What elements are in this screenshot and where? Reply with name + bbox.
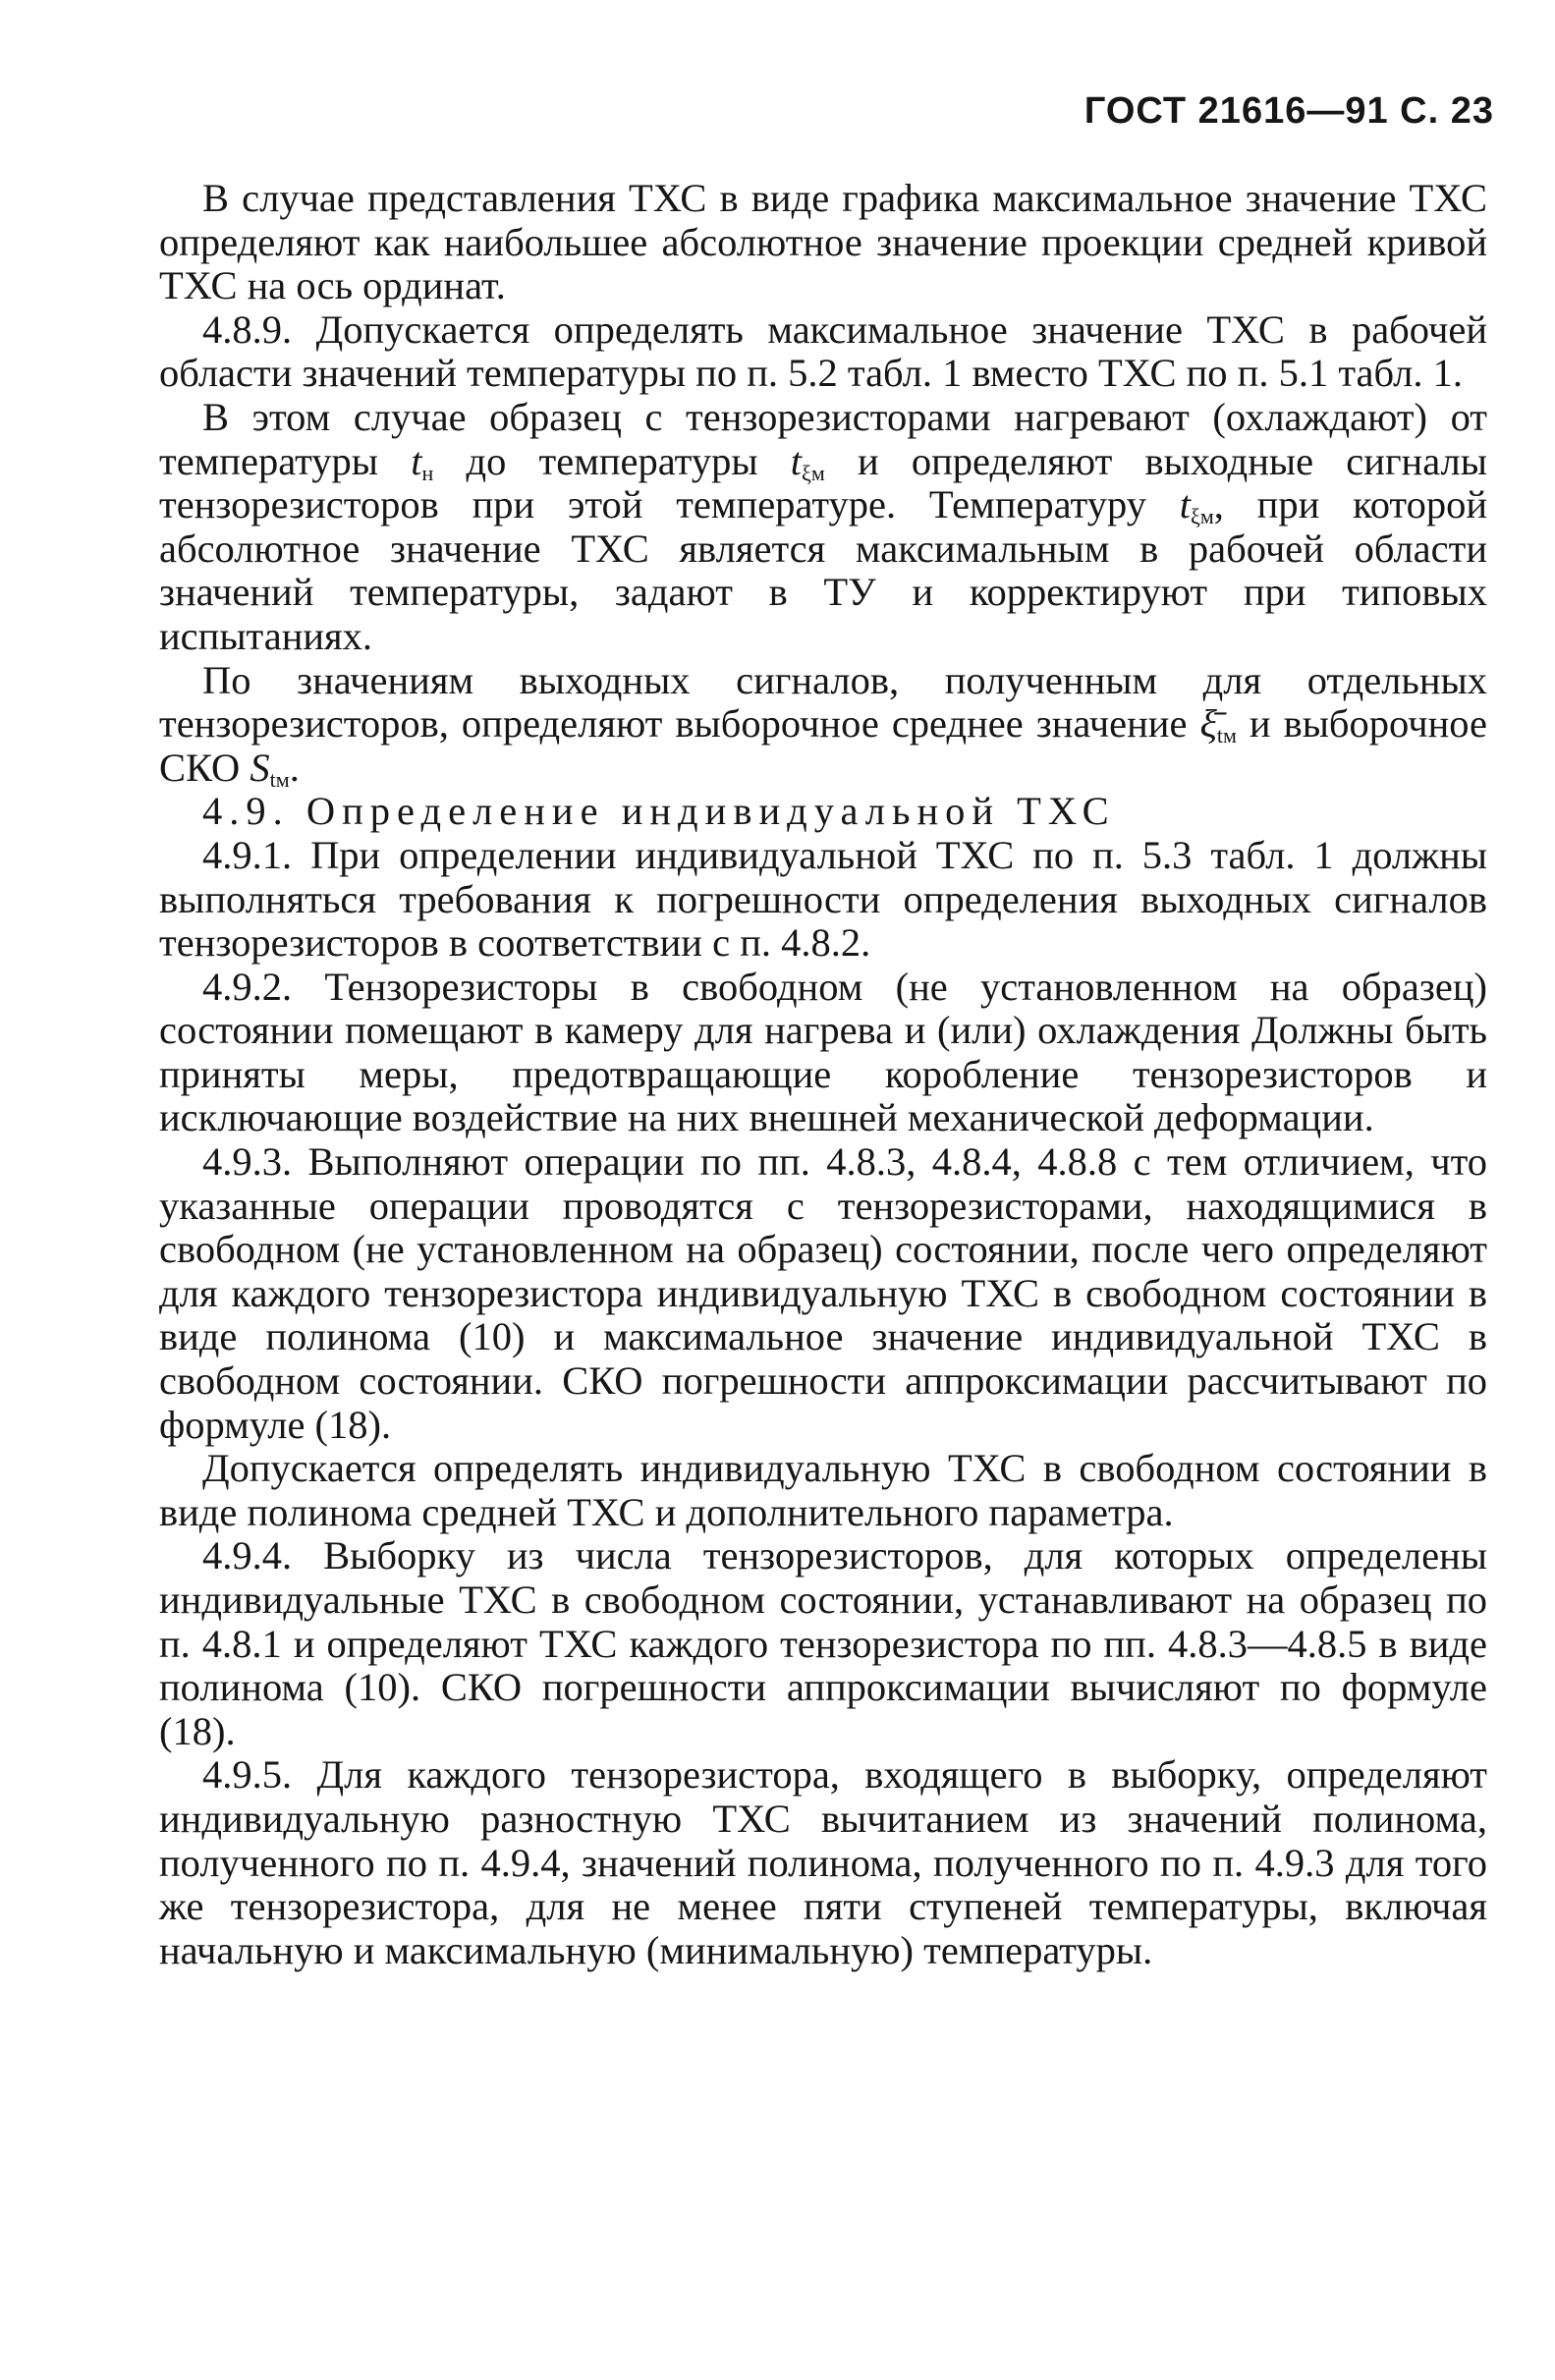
temperature-symbol: t	[411, 438, 422, 483]
paragraph-4-9-3: 4.9.3. Выполняют операции по пп. 4.8.3, 4.8.4, 4.8.8 с тем отличием, что указанные операции проводятся с тензорезисторами, находящимися в свободном (не установленном на образец) состоянии, после чего определяют для каждого тензорезистора индивидуальную ТХС в свободном состоянии в виде полинома (10) и максимальное значение индивидуальной ТХС в свободном состоянии. СКО погрешности аппроксимации рассчитывают по формуле (18).	[159, 1139, 1487, 1447]
paragraph-allowed-polynomial: Допускается определять индивидуальную ТХС в свободном состоянии в виде полинома средней ТХС и дополнительного параметра.	[159, 1446, 1487, 1534]
paragraph-graph-max-value: В случае представления ТХС в виде графика максимальное значение ТХС определяют как наибольшее абсолютное значение проекции средней кривой ТХС на ось ординат.	[159, 176, 1487, 308]
temperature-symbol: t	[1179, 482, 1192, 527]
section-heading-4-9: 4.9. Определение индивидуальной ТХС	[202, 789, 1116, 834]
temperature-subscript: н	[421, 460, 434, 485]
paragraph-4-9-5: 4.9.5. Для каждого тензорезистора, входящего в выборку, определяют индивидуальную разностную ТХС вычитанием из значений полинома, полученного по п. 4.9.4, значений полинома, полученного по п. 4.9.3 для того же тензорезистора, для не менее пяти ступеней температуры, включая начальную и максимальную (минимальную) температуры.	[159, 1752, 1487, 1972]
document-body	[159, 177, 1487, 1972]
text-segment: и выборочное СКО	[159, 701, 1488, 790]
page-header: ГОСТ 21616—91 С. 23	[1083, 90, 1494, 132]
sko-subscript: tм	[269, 766, 290, 792]
temperature-subscript: ξм	[1191, 504, 1214, 529]
temperature-symbol: t	[790, 438, 803, 483]
paragraph-heating-sample	[159, 396, 1487, 659]
paragraph-4-9-1: 4.9.1. При определении индивидуальной ТХС по п. 5.3 табл. 1 должны выполняться требования к погрешности определения выходных сигналов тензорезисторов в соответствии с п. 4.8.2.	[159, 832, 1487, 966]
paragraph-4-8-9: 4.8.9. Допускается определять максимальное значение ТХС в рабочей области значений температуры по п. 5.2 табл. 1 вместо ТХС по п. 5.1 табл. 1.	[159, 306, 1487, 396]
sko-symbol: S	[250, 745, 270, 790]
text-segment: По значениям выходных сигналов, полученным для отдельных тензорезисторов, определяют выборочное среднее значение	[159, 657, 1487, 747]
text-segment: , при которой абсолютное значение ТХС является максимальным в рабочей области значений температуры, задают в ТУ и корректируют при типовых испытаниях.	[159, 482, 1487, 658]
text-segment: до температуры	[433, 438, 791, 483]
paragraph-4-9-2: 4.9.2. Тензорезисторы в свободном (не установленном на образец) состоянии помещают в камеру для нагрева и (или) охлаждения Должны быть приняты меры, предотвращающие коробление тензорезисторов и исключающие воздействие на них внешней механической деформации.	[159, 964, 1487, 1140]
paragraph-4-9-4: 4.9.4. Выборку из числа тензорезисторов, для которых определены индивидуальные ТХС в свободном состоянии, устанавливают на образец по п. 4.8.1 и определяют ТХС каждого тензорезистора по пп. 4.8.3—4.8.5 в виде полинома (10). СКО погрешности аппроксимации вычисляют по формуле (18).	[159, 1533, 1487, 1753]
temperature-subscript: ξм	[802, 460, 825, 485]
text-segment: и определяют выходные сигналы тензорезисторов при этой температуре. Температуру	[159, 438, 1487, 527]
text-segment: .	[289, 745, 300, 790]
mean-symbol: ξ̄	[1199, 701, 1217, 747]
mean-subscript: tм	[1216, 723, 1237, 748]
paragraph-sample-mean	[159, 659, 1487, 791]
text-segment: В этом случае образец с тензорезисторами нагревают (охлаждают) от температуры	[159, 394, 1487, 483]
